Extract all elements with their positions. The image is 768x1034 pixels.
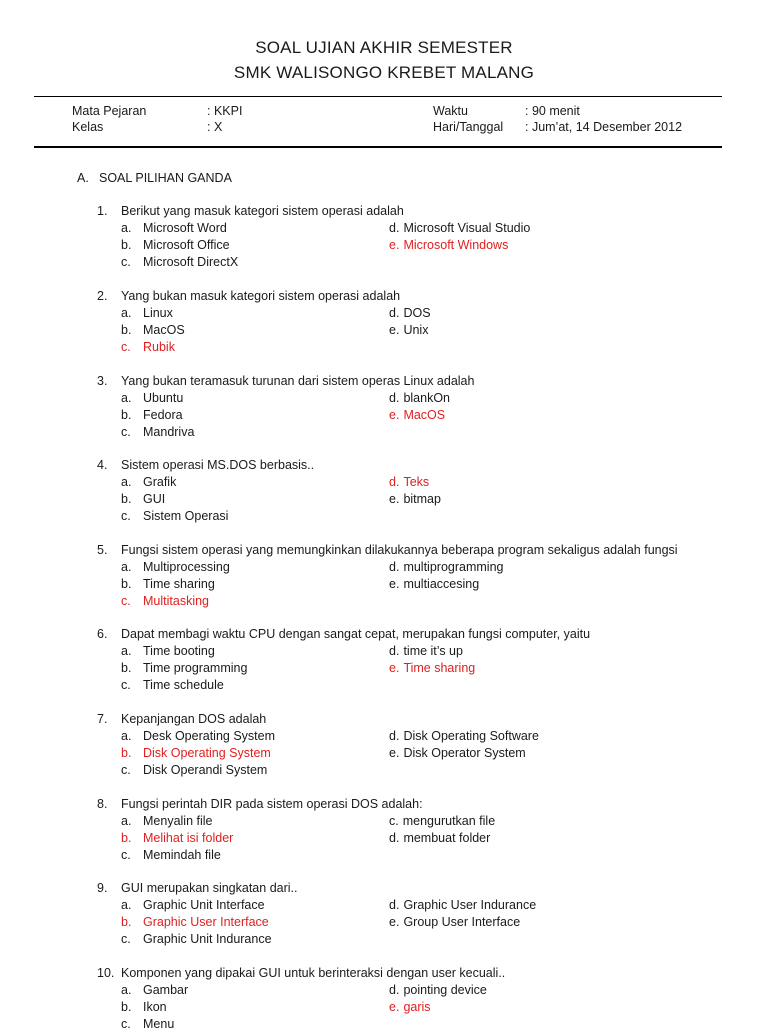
option-b: [97, 407, 183, 424]
option-letter: d.: [389, 475, 400, 489]
option-text: Menyalin file: [143, 814, 213, 828]
option-letter: e.: [389, 661, 400, 675]
section-title: SOAL PILIHAN GANDA: [99, 171, 232, 185]
question-8: [97, 796, 697, 865]
option-text: Melihat isi folder: [143, 831, 234, 845]
options: [97, 728, 697, 780]
option-letter: a.: [121, 306, 132, 320]
option-letter: b.: [121, 492, 132, 506]
option-text: Disk Operator System: [403, 746, 526, 760]
subject-label: Mata Pejaran: [72, 104, 147, 118]
option-letter: d.: [389, 391, 400, 405]
options: [97, 982, 697, 1034]
option-text: DOS: [403, 306, 431, 320]
option-text: Teks: [403, 475, 430, 489]
option-text: pointing device: [403, 983, 487, 997]
option-e: [389, 576, 479, 593]
option-letter: e.: [389, 577, 400, 591]
option-letter: a.: [121, 898, 132, 912]
options: [97, 643, 697, 695]
option-a: [97, 220, 227, 237]
option-text: Graphic Unit Interface: [143, 898, 265, 912]
option-letter: a.: [121, 221, 132, 235]
option-a: [97, 390, 183, 407]
option-text: Mandriva: [143, 425, 195, 439]
question-text: Yang bukan masuk kategori sistem operasi adalah: [121, 289, 401, 303]
option-letter: e.: [389, 408, 400, 422]
option-d: [389, 559, 503, 576]
option-b: [97, 491, 165, 508]
option-c: [97, 424, 194, 441]
question-number: 8.: [97, 797, 108, 811]
option-letter: b.: [121, 831, 132, 845]
option-letter: e.: [389, 915, 400, 929]
option-b: [97, 660, 247, 677]
option-e: [389, 407, 445, 424]
question-stem: [97, 542, 697, 559]
option-letter: c.: [121, 509, 131, 523]
option-text: Microsoft Office: [143, 238, 230, 252]
option-c: [97, 847, 221, 864]
option-d: [389, 220, 530, 237]
question-stem: [97, 457, 697, 474]
option-e: [389, 999, 431, 1016]
option-letter: c.: [121, 678, 131, 692]
question-number: 10.: [97, 966, 115, 980]
option-e: [389, 322, 428, 339]
section-heading: [77, 171, 232, 185]
question-text: Komponen yang dipakai GUI untuk berinteraksi dengan user kecuali..: [121, 966, 506, 980]
option-letter: a.: [121, 475, 132, 489]
question-7: [97, 711, 697, 780]
option-text: Multitasking: [143, 594, 209, 608]
option-d: [389, 830, 490, 847]
option-text: MacOS: [143, 323, 185, 337]
option-b: [97, 999, 167, 1016]
option-letter: a.: [121, 814, 132, 828]
question-9: [97, 880, 697, 949]
option-text: Ubuntu: [143, 391, 184, 405]
option-text: bitmap: [403, 492, 441, 506]
question-number: 6.: [97, 627, 108, 641]
option-text: Time sharing: [403, 661, 476, 675]
option-d: [389, 643, 463, 660]
option-letter: d.: [389, 560, 400, 574]
option-b: [97, 914, 269, 931]
option-text: Graphic User Interface: [143, 915, 269, 929]
option-letter: b.: [121, 238, 132, 252]
option-text: multiprogramming: [403, 560, 504, 574]
option-letter: b.: [121, 661, 132, 675]
option-text: Disk Operandi System: [143, 763, 268, 777]
question-6: [97, 626, 697, 695]
question-2: [97, 288, 697, 357]
question-stem: [97, 796, 697, 813]
option-c: [97, 508, 228, 525]
option-text: GUI: [143, 492, 166, 506]
option-text: Grafik: [143, 475, 177, 489]
option-letter: d.: [389, 729, 400, 743]
option-a: [97, 305, 173, 322]
options: [97, 474, 697, 526]
options: [97, 220, 697, 272]
option-text: Linux: [143, 306, 173, 320]
option-text: Fedora: [143, 408, 183, 422]
option-a: [97, 728, 275, 745]
option-letter: e.: [389, 1000, 400, 1014]
section-letter: A.: [77, 171, 89, 185]
option-letter: c.: [121, 340, 131, 354]
options: [97, 305, 697, 357]
option-text: Microsoft Windows: [403, 238, 509, 252]
option-e: [389, 491, 441, 508]
option-letter: d.: [389, 831, 400, 845]
option-text: Time booting: [143, 644, 215, 658]
option-letter: a.: [121, 644, 132, 658]
question-stem: [97, 880, 697, 897]
question-5: [97, 542, 697, 611]
option-b: [97, 237, 230, 254]
question-text: Yang bukan teramasuk turunan dari sistem operas Linux adalah: [121, 374, 475, 388]
option-letter: c.: [121, 763, 131, 777]
option-letter: d.: [389, 221, 400, 235]
option-a: [97, 897, 265, 914]
class-value: : X: [207, 120, 223, 134]
option-text: Multiprocessing: [143, 560, 230, 574]
option-text: Microsoft DirectX: [143, 255, 239, 269]
option-text: Ikon: [143, 1000, 167, 1014]
question-4: [97, 457, 697, 526]
option-letter: a.: [121, 983, 132, 997]
option-a: [97, 982, 188, 999]
option-text: Time schedule: [143, 678, 224, 692]
options: [97, 813, 697, 865]
option-letter: e.: [389, 238, 400, 252]
school-name: SMK WALISONGO KREBET MALANG: [233, 63, 535, 82]
option-a: [97, 474, 176, 491]
option-b: [97, 830, 233, 847]
option-text: Rubik: [143, 340, 175, 354]
option-text: multiaccesing: [403, 577, 480, 591]
option-e: [389, 237, 508, 254]
option-letter: e.: [389, 492, 400, 506]
question-1: [97, 203, 697, 272]
question-stem: [97, 711, 697, 728]
option-text: time it’s up: [403, 644, 463, 658]
option-letter: d.: [389, 983, 400, 997]
header-rule-bottom: [34, 146, 722, 148]
question-text: Dapat membagi waktu CPU dengan sangat cepat, merupakan fungsi computer, yaitu: [121, 627, 591, 641]
option-c: [97, 593, 209, 610]
option-letter: e.: [389, 746, 400, 760]
option-d: [389, 390, 450, 407]
option-letter: b.: [121, 323, 132, 337]
option-a: [97, 813, 212, 830]
option-d: [389, 305, 431, 322]
option-c: [97, 931, 272, 948]
time-label: Waktu: [433, 104, 468, 118]
option-c: [97, 1016, 174, 1033]
option-e: [389, 660, 475, 677]
option-d: [389, 728, 539, 745]
question-number: 9.: [97, 881, 108, 895]
option-letter: c.: [121, 1017, 131, 1031]
option-text: Time programming: [143, 661, 248, 675]
question-text: GUI merupakan singkatan dari..: [121, 881, 298, 895]
option-text: blankOn: [403, 391, 450, 405]
option-letter: c.: [121, 255, 131, 269]
option-c: [97, 339, 175, 356]
option-text: Sistem Operasi: [143, 509, 229, 523]
question-stem: [97, 965, 697, 982]
question-number: 4.: [97, 458, 108, 472]
option-text: Gambar: [143, 983, 189, 997]
question-number: 3.: [97, 374, 108, 388]
option-c: [389, 813, 495, 830]
option-letter: b.: [121, 915, 132, 929]
option-letter: c.: [121, 594, 131, 608]
question-number: 7.: [97, 712, 108, 726]
question-stem: [97, 288, 697, 305]
option-text: Disk Operating System: [143, 746, 271, 760]
option-text: Graphic Unit Indurance: [143, 932, 272, 946]
options: [97, 390, 697, 442]
date-label: Hari/Tanggal: [433, 120, 504, 134]
option-d: [389, 897, 536, 914]
option-text: Desk Operating System: [143, 729, 275, 743]
option-b: [97, 322, 185, 339]
option-letter: a.: [121, 391, 132, 405]
exam-title: SOAL UJIAN AKHIR SEMESTER: [255, 38, 513, 57]
option-letter: d.: [389, 898, 400, 912]
option-b: [97, 576, 215, 593]
question-3: [97, 373, 697, 442]
question-text: Kepanjangan DOS adalah: [121, 712, 267, 726]
option-text: Microsoft Word: [143, 221, 227, 235]
option-text: garis: [403, 1000, 431, 1014]
option-b: [97, 745, 271, 762]
option-letter: c.: [389, 814, 399, 828]
option-letter: c.: [121, 848, 131, 862]
time-value: : 90 menit: [525, 104, 580, 118]
question-stem: [97, 626, 697, 643]
option-letter: b.: [121, 746, 132, 760]
option-a: [97, 559, 230, 576]
option-text: Microsoft Visual Studio: [403, 221, 531, 235]
option-text: Disk Operating Software: [403, 729, 539, 743]
option-letter: d.: [389, 644, 400, 658]
option-letter: b.: [121, 1000, 132, 1014]
question-text: Fungsi sistem operasi yang memungkinkan dilakukannya beberapa program sekaligus adalah fungsi: [121, 543, 678, 557]
question-stem: [97, 373, 697, 390]
header-rule-top: [34, 96, 722, 97]
question-number: 1.: [97, 204, 108, 218]
options: [97, 559, 697, 611]
question-stem: [97, 203, 697, 220]
option-c: [97, 254, 238, 271]
option-a: [97, 643, 215, 660]
question-text: Sistem operasi MS.DOS berbasis..: [121, 458, 315, 472]
option-text: Graphic User Indurance: [403, 898, 537, 912]
option-c: [97, 762, 267, 779]
class-label: Kelas: [72, 120, 104, 134]
option-letter: e.: [389, 323, 400, 337]
subject-value: : KKPI: [207, 104, 243, 118]
question-number: 2.: [97, 289, 108, 303]
question-text: Berikut yang masuk kategori sistem operasi adalah: [121, 204, 404, 218]
option-d: [389, 474, 429, 491]
question-text: Fungsi perintah DIR pada sistem operasi DOS adalah:: [121, 797, 423, 811]
option-letter: d.: [389, 306, 400, 320]
option-text: Time sharing: [143, 577, 215, 591]
option-e: [389, 745, 526, 762]
option-text: membuat folder: [403, 831, 491, 845]
option-text: Unix: [403, 323, 429, 337]
option-letter: a.: [121, 729, 132, 743]
option-c: [97, 677, 224, 694]
option-text: Group User Interface: [403, 915, 521, 929]
option-text: mengurutkan file: [402, 814, 496, 828]
option-text: MacOS: [403, 408, 446, 422]
option-e: [389, 914, 520, 931]
option-letter: c.: [121, 932, 131, 946]
question-number: 5.: [97, 543, 108, 557]
option-letter: a.: [121, 560, 132, 574]
option-text: Menu: [143, 1017, 175, 1031]
option-d: [389, 982, 487, 999]
option-letter: b.: [121, 577, 132, 591]
option-letter: c.: [121, 425, 131, 439]
option-text: Memindah file: [143, 848, 221, 862]
date-value: : Jum’at, 14 Desember 2012: [525, 120, 683, 134]
option-letter: b.: [121, 408, 132, 422]
options: [97, 897, 697, 949]
